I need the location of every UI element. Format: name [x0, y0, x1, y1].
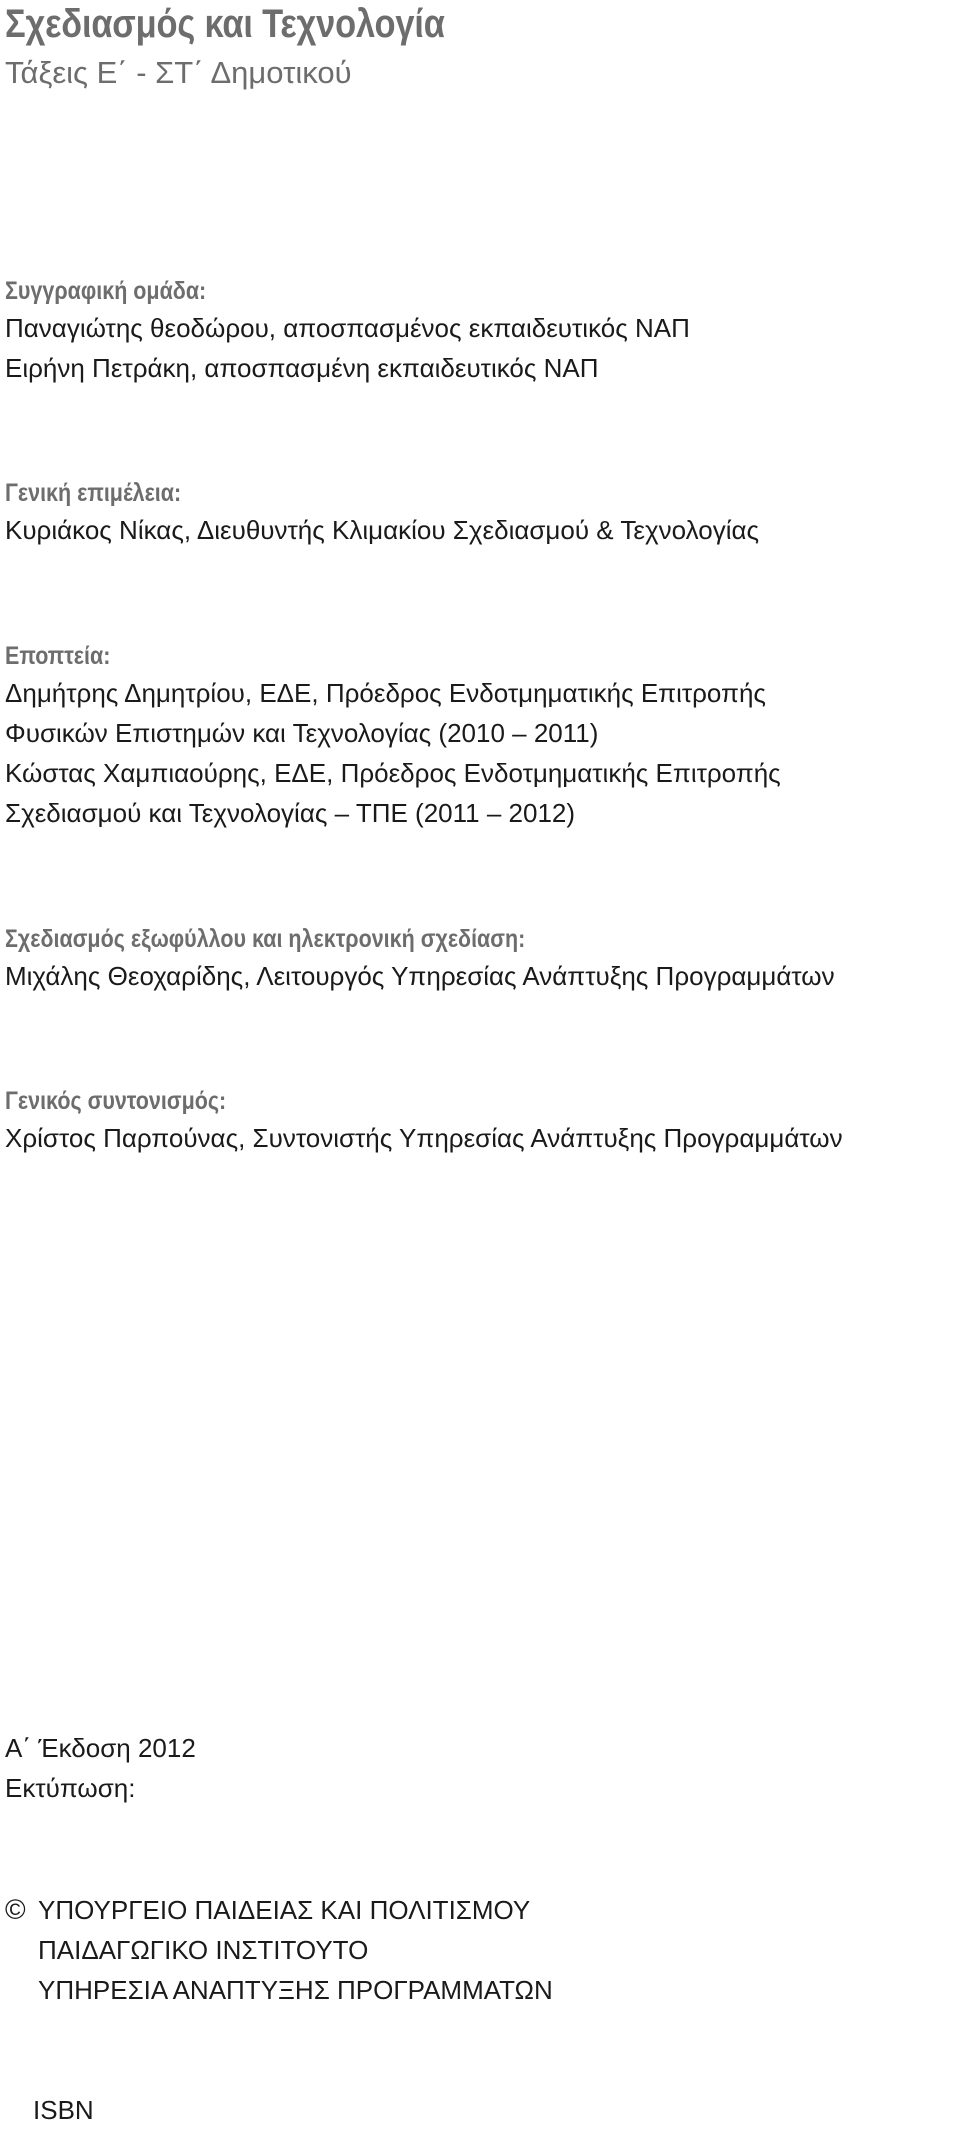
coordination-section [5, 1085, 843, 1158]
cover-design-section [5, 923, 835, 996]
supervision-section [5, 640, 781, 833]
cover-design-line: Μιχάλης Θεοχαρίδης, Λειτουργός Υπηρεσίας Ανάπτυξης Προγραμμάτων [5, 961, 835, 991]
author-line: Ειρήνη Πετράκη, αποσπασμένη εκπαιδευτικός ΝΑΠ [5, 353, 599, 383]
copyright-line: ΥΠΗΡΕΣΙΑ ΑΝΑΠΤΥΞΗΣ ΠΡΟΓΡΑΜΜΑΤΩΝ [38, 1975, 553, 2005]
coordination-heading: Γενικός συντονισμός: [5, 1087, 227, 1115]
copyright-line: ΥΠΟΥΡΓΕΙΟ ΠΑΙΔΕΙΑΣ ΚΑΙ ΠΟΛΙΤΙΣΜΟΥ [38, 1895, 531, 1925]
page-subtitle: Τάξεις Ε΄ - ΣΤ΄ Δημοτικού [5, 55, 352, 90]
cover-design-heading: Σχεδιασμός εξωφύλλου και ηλεκτρονική σχεδίαση: [5, 925, 526, 953]
page-title: Σχεδιασμός και Τεχνολογία [5, 2, 445, 46]
supervision-line: Σχεδιασμού και Τεχνολογίας – ΤΠΕ (2011 – 2012) [5, 798, 576, 828]
general-editing-section [5, 477, 759, 550]
copyright-block [5, 1890, 553, 2010]
isbn-label: ISBN [33, 2095, 94, 2125]
edition-line: Α΄ Έκδοση 2012 [5, 1733, 196, 1763]
general-editing-heading: Γενική επιμέλεια: [5, 479, 182, 507]
authors-section [5, 275, 690, 388]
printing-line: Εκτύπωση: [5, 1773, 136, 1803]
author-line: Παναγιώτης θεοδώρου, αποσπασμένος εκπαιδευτικός ΝΑΠ [5, 313, 690, 343]
authors-heading: Συγγραφική ομάδα: [5, 277, 207, 305]
copyright-row [5, 1890, 553, 1930]
coordination-line: Χρίστος Παρπούνας, Συντονιστής Υπηρεσίας Ανάπτυξης Προγραμμάτων [5, 1123, 843, 1153]
supervision-heading: Εποπτεία: [5, 642, 111, 670]
supervision-line: Φυσικών Επιστημών και Τεχνολογίας (2010 – 2011) [5, 718, 599, 748]
general-editing-line: Κυριάκος Νίκας, Διευθυντής Κλιμακίου Σχεδιασμού & Τεχνολογίας [5, 515, 760, 545]
edition-section [5, 1728, 196, 1808]
supervision-line: Κώστας Χαμπιαούρης, ΕΔΕ, Πρόεδρος Ενδοτμηματικής Επιτροπής [5, 758, 781, 788]
supervision-line: Δημήτρης Δημητρίου, ΕΔΕ, Πρόεδρος Ενδοτμηματικής Επιτροπής [5, 678, 766, 708]
copyright-line: ΠΑΙΔΑΓΩΓΙΚΟ ΙΝΣΤΙΤΟΥΤΟ [38, 1935, 369, 1965]
copyright-icon: © [5, 1894, 26, 1925]
